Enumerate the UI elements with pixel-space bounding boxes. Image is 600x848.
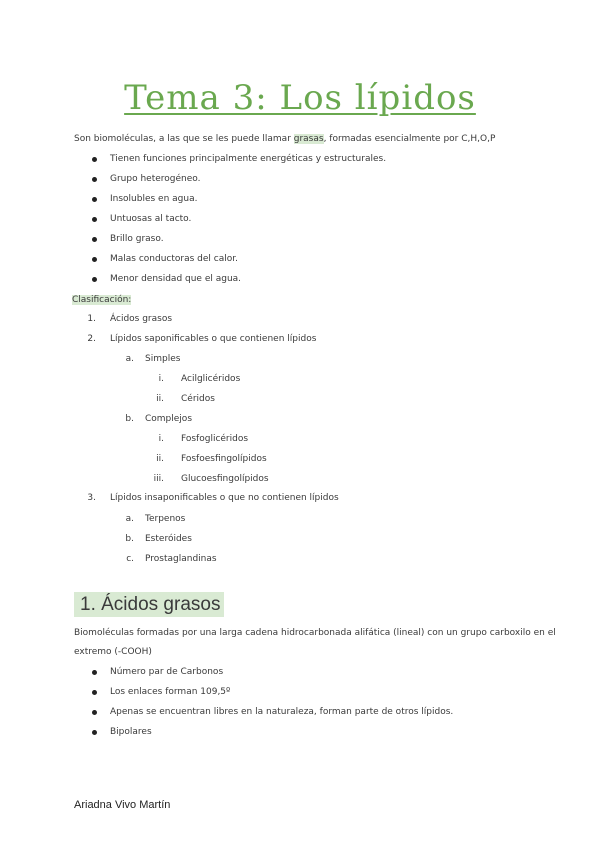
bullet-dot [92,710,97,715]
bullet-dot [92,157,97,162]
outline-item: Lípidos insaponificables o que no contienen lípidos [110,493,339,503]
outline-number: b. [125,534,134,544]
outline-item: Céridos [181,394,215,404]
outline-item: Lípidos saponificables o que contienen lípidos [110,334,317,344]
outline-number: iii. [153,474,164,484]
outline-item: Glucoesfingolípidos [181,474,269,484]
outline-item: Ácidos grasos [110,314,173,324]
bullet-dot [92,257,97,262]
list-item: Insolubles en agua. [110,194,198,204]
outline-number: i. [158,374,164,384]
outline-item: Fosfoesfingolípidos [181,454,267,464]
bullet-dot [92,177,97,182]
list-item: Brillo graso. [110,234,164,244]
outline-number: c. [126,554,134,564]
list-item: Menor densidad que el agua. [110,274,242,284]
highlight-grasas: grasas [293,134,324,144]
bullet-dot [92,237,97,242]
section-paragraph-line: Biomoléculas formadas por una larga cadena hidrocarbonada alifática (lineal) con un grupo carboxilo en el [74,628,556,638]
bullet-dot [92,277,97,282]
list-item: Grupo heterogéneo. [110,174,201,184]
list-item: Los enlaces forman 109,5º [110,687,231,697]
outline-number: ii. [156,454,164,464]
list-item: Número par de Carbonos [110,667,224,677]
outline-number: 1. [87,314,96,324]
outline-number: a. [125,514,134,524]
list-item: Tienen funciones principalmente energéticas y estructurales. [110,154,387,164]
bullet-dot [92,670,97,675]
outline-number: 3. [87,493,96,503]
bullet-dot [92,197,97,202]
outline-item: Simples [145,354,181,364]
outline-number: 2. [87,334,96,344]
bullet-dot [92,217,97,222]
bullet-dot [92,730,97,735]
list-item: Malas conductoras del calor. [110,254,238,264]
outline-item: Fosfoglicéridos [181,434,249,444]
outline-item: Terpenos [145,514,186,524]
footer-author: Ariadna Vivo Martín [74,799,171,811]
bullet-dot [92,690,97,695]
section-heading-acidos-grasos: 1. Ácidos grasos [74,591,224,619]
outline-item: Prostaglandinas [145,554,217,564]
outline-item: Complejos [145,414,193,424]
classification-label: Clasificación: [72,295,132,305]
list-item: Apenas se encuentran libres en la naturaleza, forman parte de otros lípidos. [110,707,454,717]
intro-paragraph: Son biomoléculas, a las que se les puede llamar grasas, formadas esencialmente por C,H,O,P [74,134,496,144]
list-item: Bipolares [110,727,152,737]
outline-item: Acilglicéridos [181,374,241,384]
outline-number: ii. [156,394,164,404]
list-item: Untuosas al tacto. [110,214,192,224]
outline-number: b. [125,414,134,424]
outline-number: i. [158,434,164,444]
section-paragraph-line: extremo (-COOH) [74,647,152,657]
outline-number: a. [125,354,134,364]
page-title: Tema 3: Los lípidos [124,78,476,118]
outline-item: Esteróides [145,534,192,544]
